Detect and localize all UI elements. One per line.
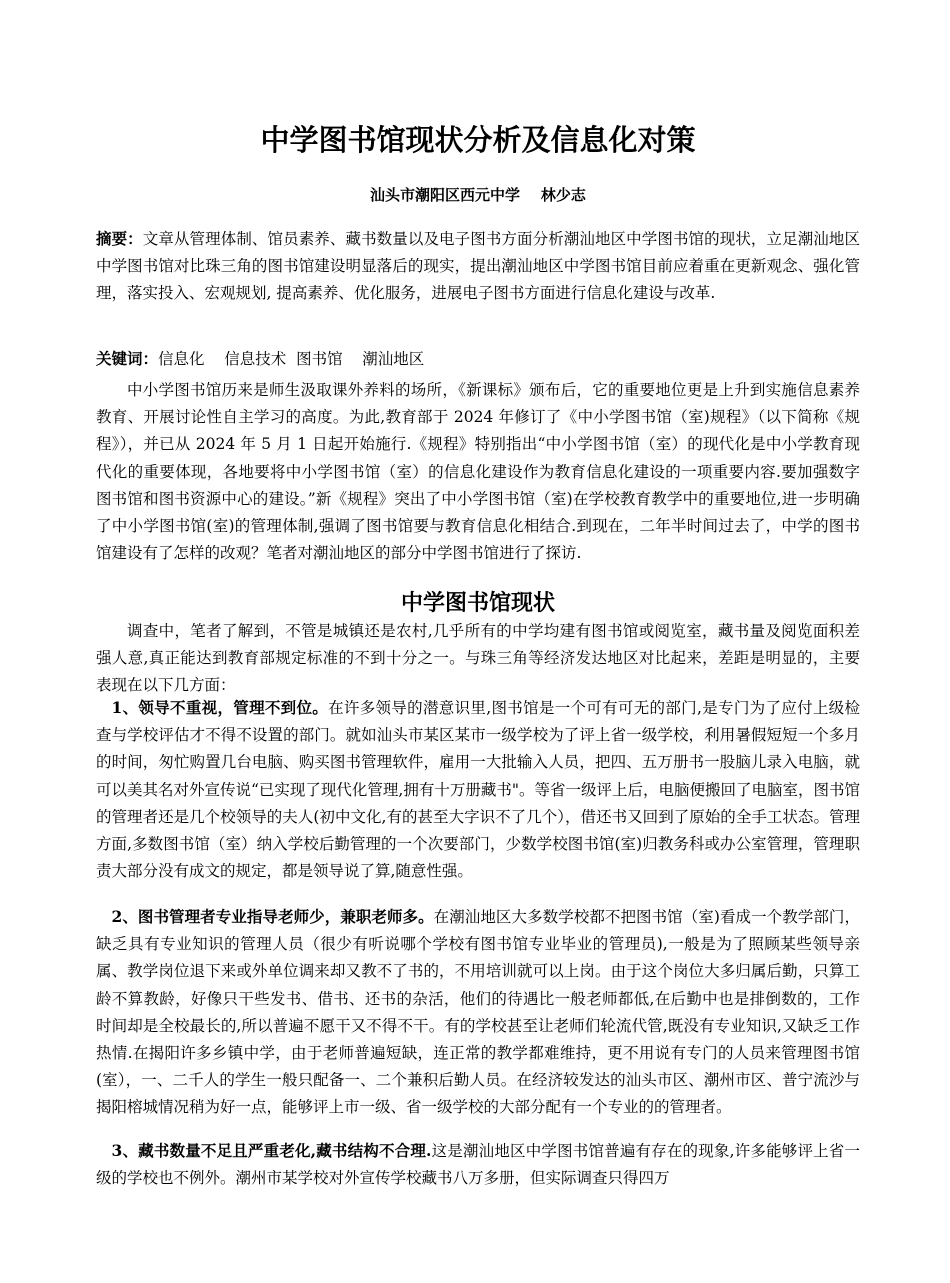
abstract-text: 文章从管理体制、馆员素养、藏书数量以及电子图书方面分析潮汕地区中学图书馆的现状，立足潮汕地区中学图书馆对比珠三角的图书馆建设明显落后的现实，提出潮汕地区中学图书馆目前应着重在更新观念、强化管理，落实投入、宏观规划, 提高素养、优化服务，进展电子图书方面进行信息化建设与改革. [96,230,860,302]
abstract-paragraph [96,225,860,307]
document-title: 中学图书馆现状分析及信息化对策 [260,123,696,157]
survey-paragraph: 调查中，笔者了解到，不管是城镇还是农村,几乎所有的中学均建有图书馆或阅览室，藏书量及阅览面积差强人意,真正能达到教育部规定标准的不到十分之一。与珠三角等经济发达地区对比起来，差距是明显的，主要表现在以下几方面： [96,622,860,695]
abstract-label: 摘要： [96,229,143,248]
item-paragraph-1 [96,694,860,885]
section-heading: 中学图书馆现状 [400,590,555,616]
author-line: 汕头市潮阳区西元中学 林少志 [370,186,586,204]
item-heading-1: 1、领导不重视，管理不到位。 [111,698,329,717]
item-heading-2: 2、图书管理者专业指导老师少，兼职老师多。 [111,907,434,926]
item-text-3: 这是潮汕地区中学图书馆普遍有存在的现象,许多能够评上省一级的学校也不例外。潮州市某学校对外宣传学校藏书八万多册，但实际调查只得四万 [96,1142,860,1188]
keywords-line [96,345,860,373]
intro-paragraph: 中小学图书馆历来是师生汲取课外养料的场所，《新课标》颁布后，它的重要地位更是上升到实施信息素养教育、开展讨论性自主学习的高度。为此,教育部于 2024 年修订了《中小学图书馆（室)规程》（以下简称《规程》），并已从 2024 年 5 月 1 日起开始施行.《规程》特别指出“中小学图书馆（室）的现代化是中小学教育现代化的重要体现，各地要将中小学图书馆（室）的信息化建设作为教育信息化建设的一项重要内容.要加强数字图书馆和图书资源中心的建设。”新《规程》突出了中小学图书馆（室)在学校教育教学中的重要地位,进一步明确了中小学图书馆(室)的管理体制,强调了图书馆要与教育信息化相结合.到现在，二年半时间过去了，中学的图书馆建设有了怎样的改观？笔者对潮汕地区的部分中学图书馆进行了探访. [96,381,860,563]
keywords-text: 信息化 信息技术 图书馆 潮汕地区 [158,350,425,368]
item-paragraph-3 [96,1137,860,1192]
keywords-label: 关键词： [96,349,159,368]
item-text-1: 在许多领导的潜意识里,图书馆是一个可有可无的部门,是专门为了应付上级检查与学校评估才不得不设置的部门。就如汕头市某区某市一级学校为了评上省一级学校，利用暑假短短一个多月的时间，匆忙购置几台电脑、购买图书管理软件，雇用一大批输入人员，把四、五万册书一股脑儿录入电脑，就可以美其名对外宣传说“已实现了现代化管理,拥有十万册藏书"。等省一级评上后，电脑便搬回了电脑室，图书馆的管理者还是几个校领导的夫人(初中文化,有的甚至大字识不了几个），借还书又回到了原始的全手工状态。管理方面,多数图书馆（室）纳入学校后勤管理的一个次要部门，少数学校图书馆(室)归教务科或办公室管理，管理职责大部分没有成文的规定，都是领导说了算,随意性强。 [96,699,860,881]
item-paragraph-2 [96,903,860,1122]
item-heading-3: 3、藏书数量不足且严重老化,藏书结构不合理. [111,1141,432,1160]
item-text-2: 在潮汕地区大多数学校都不把图书馆（室)看成一个教学部门，缺乏具有专业知识的管理人员（很少有听说哪个学校有图书馆专业毕业的管理员),一般是为了照顾某些领导亲属、教学岗位退下来或外单位调来却又教不了书的，不用培训就可以上岗。由于这个岗位大多归属后勤，只算工龄不算教龄，好像只干些发书、借书、还书的杂活，他们的待遇比一般老师都低,在后勤中也是排倒数的，工作时间却是全校最长的,所以普遍不愿干又不得不干。有的学校甚至让老师们轮流代管,既没有专业知识,又缺乏工作热情.在揭阳许多乡镇中学，由于老师普遍短缺，连正常的教学都难维持，更不用说有专门的人员来管理图书馆(室），一、二千人的学生一般只配备一、二个兼积后勤人员。在经济较发达的汕头市区、潮州市区、普宁流沙与揭阳榕城情况稍为好一点，能够评上市一级、省一级学校的大部分配有一个专业的的管理者。 [96,908,860,1117]
